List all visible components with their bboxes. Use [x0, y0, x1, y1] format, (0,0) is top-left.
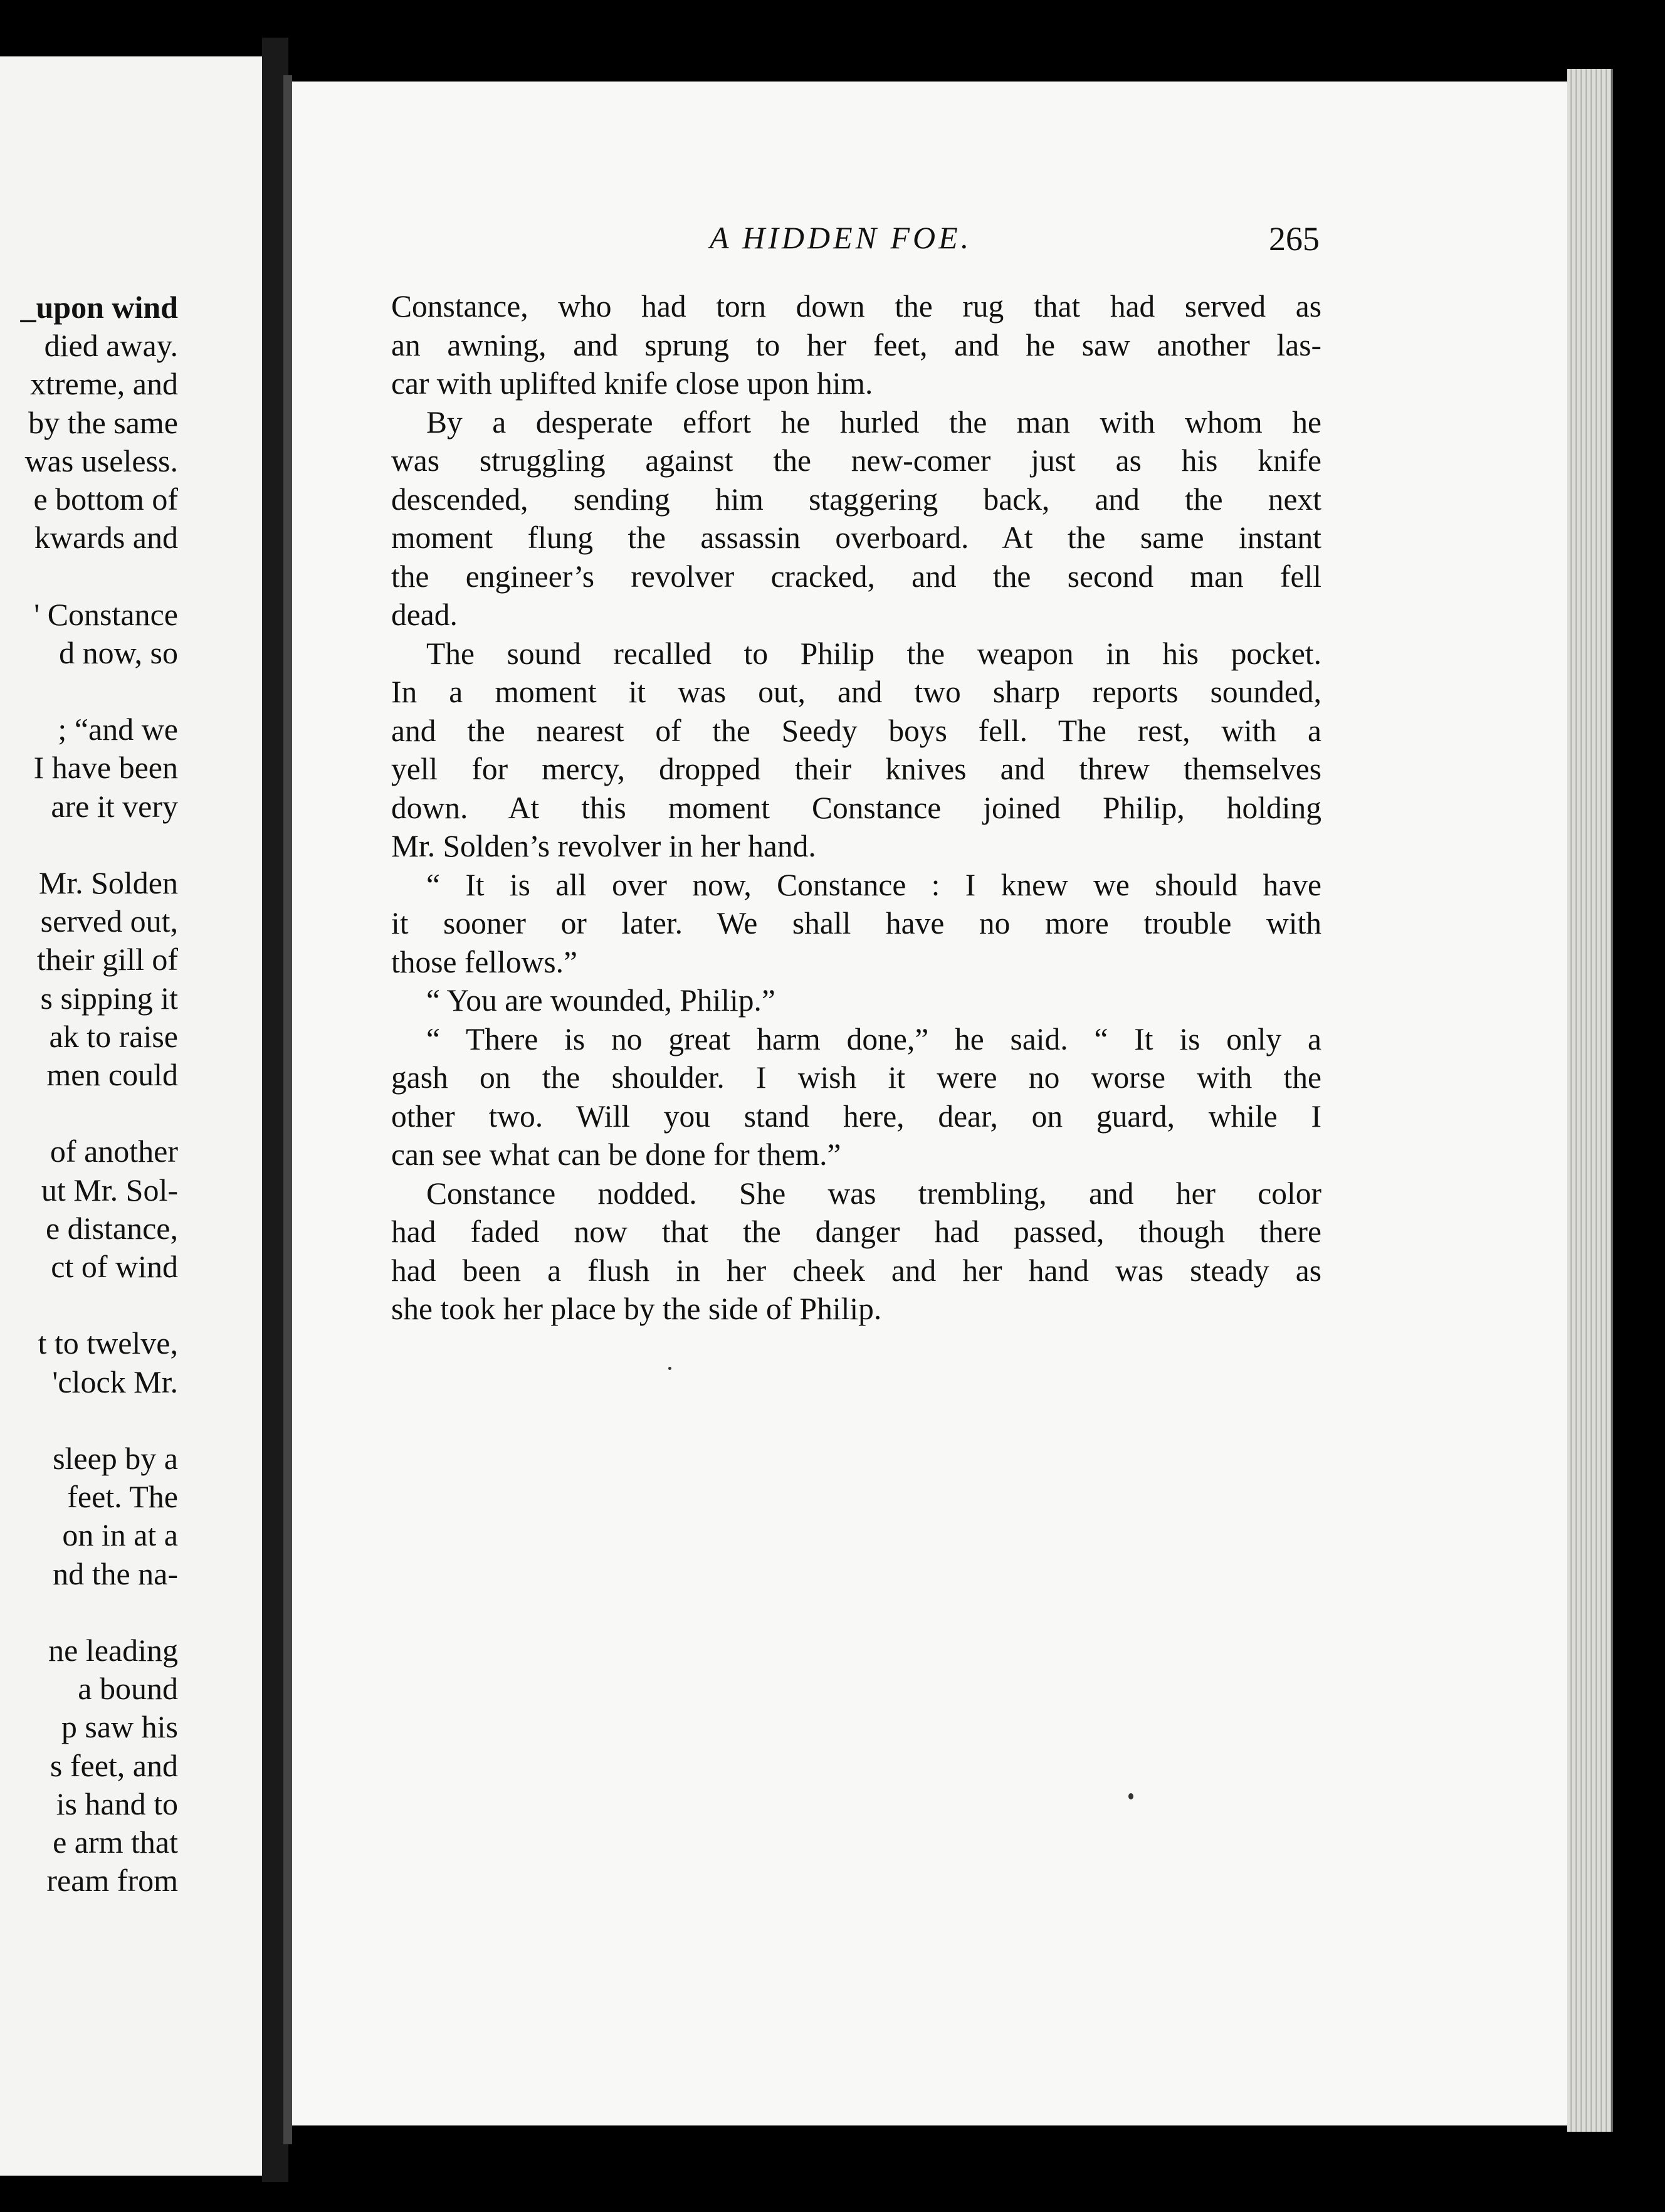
paragraph: [391, 981, 1321, 1020]
facing-page-line: kwards and: [34, 520, 178, 556]
page-body: [391, 287, 1321, 1329]
text-line: yell for mercy, dropped their knives and threw themselves: [391, 752, 1321, 786]
facing-page-line: p saw his: [61, 1709, 178, 1745]
text-line: “ It is all over now, Constance : I knew we should have: [426, 867, 1321, 902]
facing-page-line: on in at a: [62, 1517, 178, 1553]
page-stack-edge: [1567, 69, 1613, 2132]
gutter-shadow: [283, 75, 292, 2144]
text-line: moment flung the assassin overboard. At the same instant: [391, 520, 1321, 555]
facing-page-line: d now, so: [59, 635, 178, 670]
facing-page-line: served out,: [40, 903, 178, 939]
facing-page-line: nd the na-: [53, 1556, 178, 1591]
paragraph: [391, 1020, 1321, 1174]
facing-page-line: s sipping it: [40, 980, 178, 1016]
facing-page-line: died away.: [44, 328, 178, 364]
facing-page-line: 'clock Mr.: [52, 1364, 178, 1399]
ink-speck: [1128, 1793, 1133, 1799]
text-line: had faded now that the danger had passed, though there: [391, 1214, 1321, 1249]
facing-page-line: of another: [50, 1134, 178, 1169]
facing-page-line: their gill of: [37, 942, 178, 977]
text-line: gash on the shoulder. I wish it were no worse with the: [391, 1060, 1321, 1095]
running-head-title: A HIDDEN FOE.: [710, 220, 972, 255]
facing-page-line: are it very: [51, 788, 178, 824]
facing-page-line: t to twelve,: [38, 1325, 178, 1361]
text-line: it sooner or later. We shall have no more trouble with: [391, 906, 1321, 940]
text-line: can see what can be done for them.”: [391, 1137, 841, 1172]
text-line: “ There is no great harm done,” he said. “ It is only a: [426, 1021, 1321, 1056]
facing-page-line: is hand to: [56, 1786, 178, 1821]
paragraph: [391, 287, 1321, 403]
text-line: had been a flush in her cheek and her hand was steady as: [391, 1253, 1321, 1288]
text-line: an awning, and sprung to her feet, and he saw another las-: [391, 327, 1321, 362]
facing-page-line: _upon wind: [20, 290, 178, 325]
text-line: Constance, who had torn down the rug that had served as: [391, 289, 1321, 324]
facing-page-line: men could: [46, 1057, 178, 1092]
facing-page-line: by the same: [28, 404, 178, 440]
text-line: Constance nodded. She was trembling, and her color: [426, 1176, 1321, 1211]
facing-page-line: e bottom of: [33, 482, 178, 517]
text-line: descended, sending him staggering back, and the next: [391, 482, 1321, 517]
facing-page-line: xtreme, and: [29, 366, 178, 402]
paragraph: [391, 403, 1321, 635]
facing-page-line: ne leading: [48, 1633, 178, 1668]
text-line: was struggling against the new-comer just as his knife: [391, 443, 1321, 478]
facing-page-line: sleep by a: [53, 1441, 178, 1476]
text-line: By a desperate effort he hurled the man with whom he: [426, 404, 1321, 440]
text-line: those fellows.”: [391, 944, 577, 979]
facing-page-line: ' Constance: [34, 596, 178, 632]
facing-page-line: I have been: [33, 750, 178, 786]
facing-page-line: s feet, and: [50, 1747, 178, 1783]
text-line: and the nearest of the Seedy boys fell. The rest, with a: [391, 713, 1321, 748]
page-number: 265: [1269, 220, 1320, 258]
paragraph: [391, 866, 1321, 982]
paragraph: [391, 635, 1321, 866]
facing-page-line: ; “and we: [58, 712, 178, 747]
facing-page-line: Mr. Solden: [38, 865, 178, 900]
facing-page-line: a bound: [78, 1671, 178, 1707]
text-line: In a moment it was out, and two sharp reports sounded,: [391, 675, 1321, 709]
facing-page-line: ream from: [46, 1863, 178, 1899]
text-line: other two. Will you stand here, dear, on guard, while I: [391, 1098, 1321, 1134]
text-line: “ You are wounded, Philip.”: [426, 983, 775, 1018]
facing-page-line: ak to raise: [49, 1018, 178, 1054]
facing-page-line: was useless.: [24, 443, 178, 478]
book-page: [292, 82, 1571, 2125]
ink-speck: [668, 1367, 671, 1370]
text-line: dead.: [391, 598, 458, 632]
text-line: she took her place by the side of Philip.: [391, 1292, 882, 1326]
text-line: Mr. Solden’s revolver in her hand.: [391, 829, 816, 863]
paragraph: [391, 1174, 1321, 1329]
text-line: the engineer’s revolver cracked, and the second man fell: [391, 559, 1321, 594]
running-head: [292, 219, 1571, 263]
facing-page: [0, 56, 264, 2176]
text-line: The sound recalled to Philip the weapon in his pocket.: [426, 636, 1321, 671]
facing-page-line: e distance,: [45, 1210, 178, 1246]
facing-page-line: e arm that: [53, 1825, 178, 1860]
facing-page-line: feet. The: [67, 1479, 178, 1515]
text-line: car with uplifted knife close upon him.: [391, 366, 873, 401]
facing-page-line: ut Mr. Sol-: [41, 1172, 178, 1208]
text-line: down. At this moment Constance joined Philip, holding: [391, 790, 1321, 825]
facing-page-line: ct of wind: [51, 1249, 178, 1284]
